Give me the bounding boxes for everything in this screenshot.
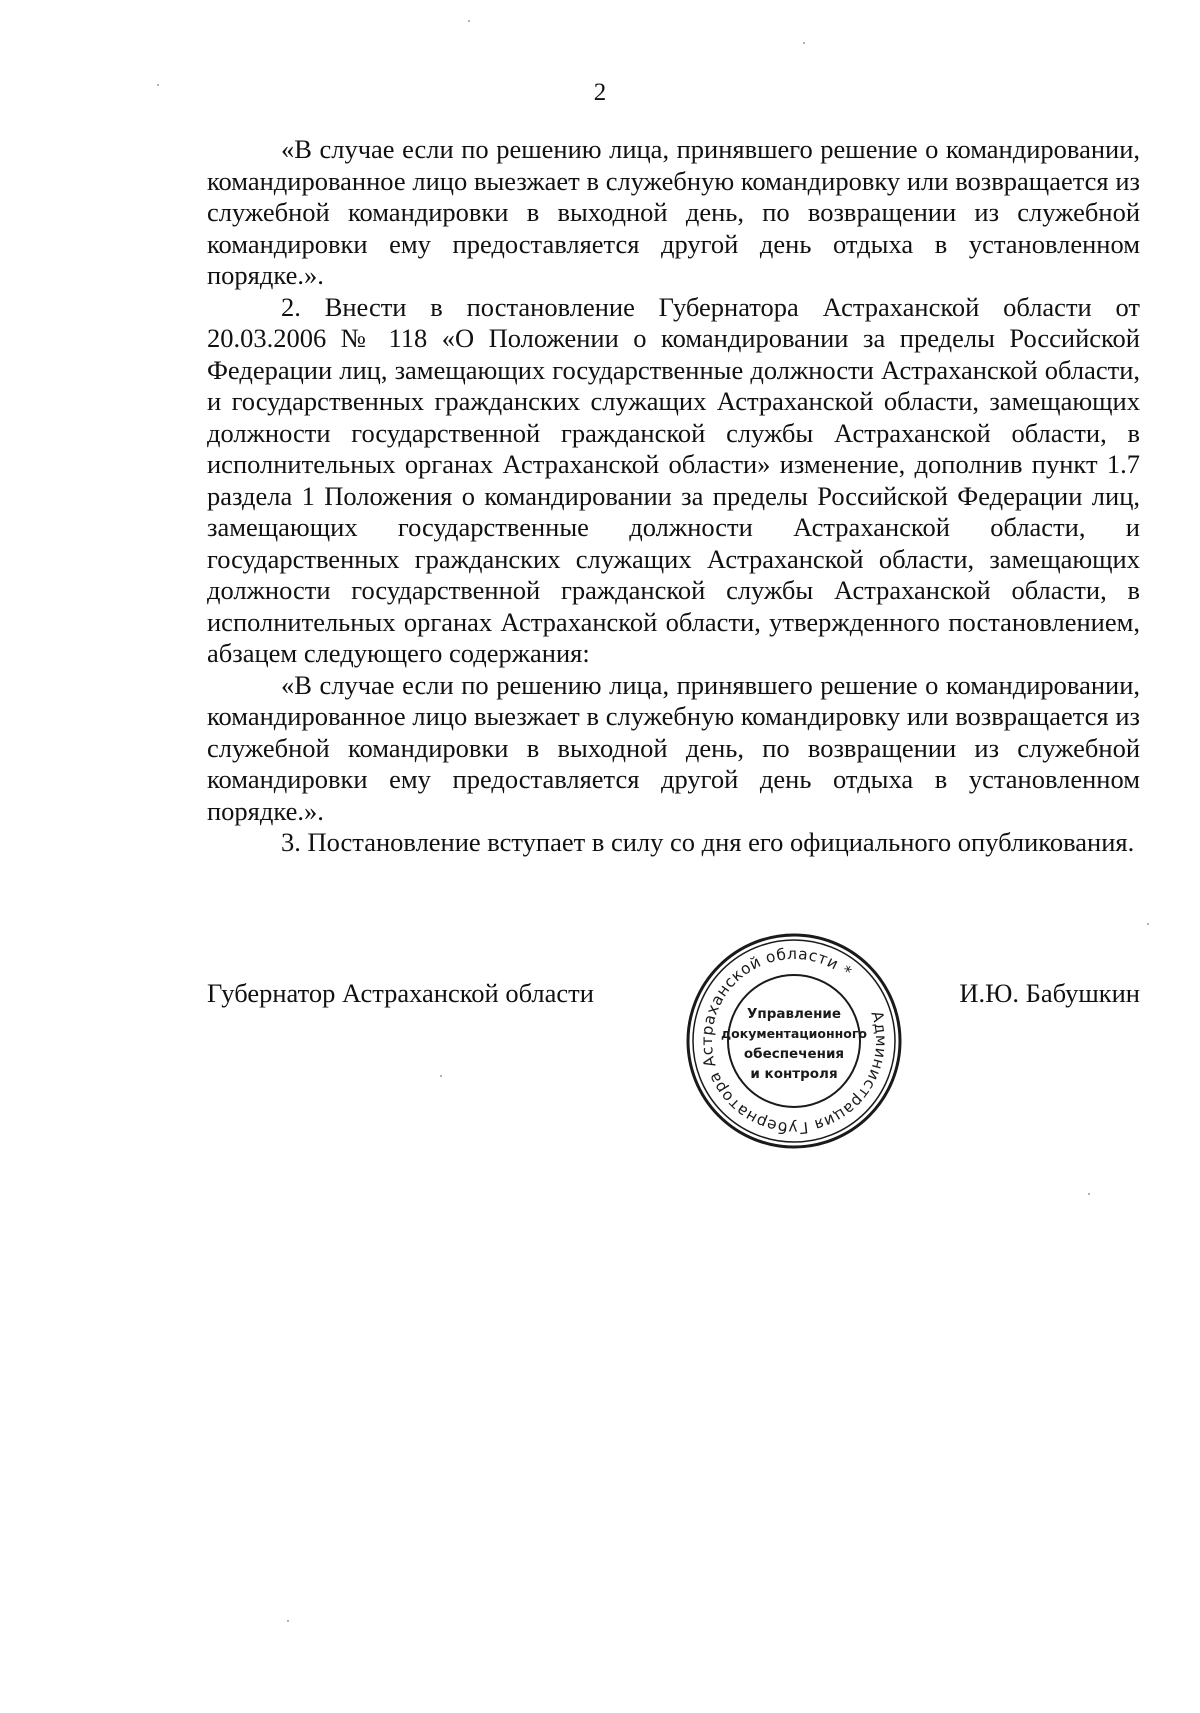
signatory-name: И.Ю. Бабушкин [959,978,1140,1008]
document-body [207,134,1140,859]
seal-inner-line-3: обеспечения [743,1046,845,1062]
seal-inner-line-4: и контроля [750,1066,838,1082]
scan-speck [1088,1193,1090,1195]
scan-speck [468,20,470,22]
paragraph-item-3: 3. Постановление вступает в силу со дня его официального опубликования. [281,827,1135,857]
seal-inner-line-2: документационного [721,1026,867,1041]
page-number: 2 [593,79,607,106]
official-seal [682,929,906,1153]
seal-inner-line-1: Управление [746,1006,842,1022]
scan-speck [157,84,159,86]
scan-speck [1147,923,1149,925]
scan-speck [287,1620,289,1622]
paragraph-item-2: 2. Внести в постановление Губернатора Астраханской области от 20.03.2006 № 118 «О Положении о командировании за пределы Российской Федерации лиц, замещающих государственные должности Астраханской области, и государственных гражданских служащих Астраханской области, замещающих должности государственной гражданской службы Астраханской области, в исполнительных органах Астраханской области» изменение, дополнив пункт 1.7 раздела 1 Положения о командировании за пределы Российской Федерации лиц, замещающих государственные должности Астраханской области, и государственных гражданских служащих Астраханской области, замещающих должности государственной гражданской службы Астраханской области, в исполнительных органах Астраханской области, утвержденного постановлением, абзацем следующего содержания: [207,291,1140,668]
scan-speck [440,1075,442,1077]
seal-outer-text: Администрация Губернатора Астраханской области * [697,944,891,1138]
scan-speck [803,42,805,44]
signatory-title: Губернатор Астраханской области [207,978,594,1008]
paragraph-quote-1: «В случае если по решению лица, принявшего решение о командировании, командированное лицо выезжает в служебную командировку или возвращается из служебной командировки в выходной день, по возвращении из служебной командировки ему предоставляется другой день отдыха в установленном порядке.». [207,134,1140,290]
paragraph-quote-2: «В случае если по решению лица, принявшего решение о командировании, командированное лицо выезжает в служебную командировку или возвращается из служебной командировки в выходной день, по возвращении из служебной командировки ему предоставляется другой день отдыха в установленном порядке.». [207,669,1140,826]
